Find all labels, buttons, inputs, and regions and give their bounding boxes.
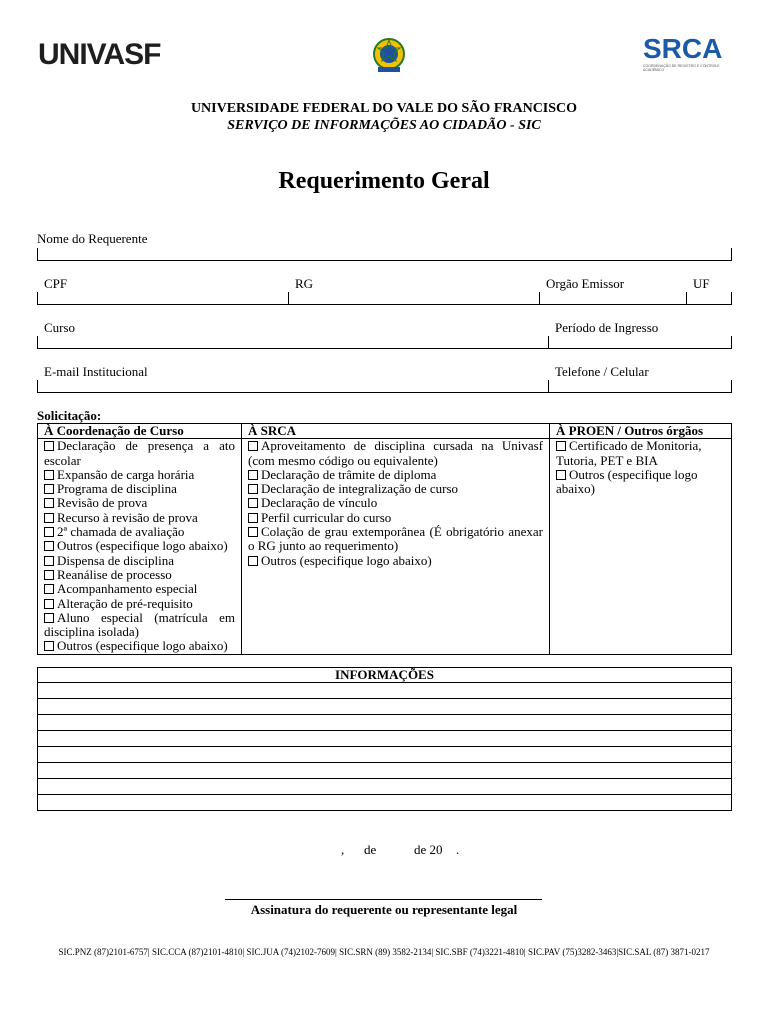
page-title: Requerimento Geral bbox=[278, 168, 490, 194]
option-item[interactable]: Dispensa de disciplina bbox=[44, 554, 235, 568]
checkbox[interactable] bbox=[248, 470, 258, 480]
column-header-coordenacao: À Coordenação de Curso bbox=[38, 424, 242, 439]
option-item[interactable]: Outros (especifique logo abaixo) bbox=[44, 639, 235, 653]
signature-line[interactable] bbox=[225, 899, 542, 900]
option-item[interactable]: Recurso à revisão de prova bbox=[44, 511, 235, 525]
signature-label: Assinatura do requerente ou representante legal bbox=[250, 902, 518, 917]
checkbox[interactable] bbox=[44, 641, 54, 651]
univasf-logo-text: UNIVASF bbox=[38, 38, 161, 71]
checkbox[interactable] bbox=[44, 556, 54, 566]
srca-logo bbox=[643, 34, 733, 72]
footer-contacts: SIC.PNZ (87)2101-6757| SIC.CCA (87)2101-4810| SIC.JUA (74)2102-7609| SIC.SRN (89) 3582-2134| SIC.SBF (74)3221-4810| SIC.PAV (75)3282-3463|SIC.SAL (87) 3871-0217 bbox=[58, 947, 710, 957]
checkbox[interactable] bbox=[248, 527, 258, 537]
option-item[interactable]: Outros (especifique logo abaixo) bbox=[44, 539, 235, 553]
nome-field[interactable] bbox=[37, 248, 732, 261]
option-item[interactable]: Declaração de presença a ato escolar bbox=[44, 438, 235, 468]
telefone-label: Telefone / Celular bbox=[555, 364, 649, 379]
column-header-srca: À SRCA bbox=[242, 424, 550, 439]
option-item[interactable]: Declaração de vínculo bbox=[248, 496, 543, 510]
option-item[interactable]: Alteração de pré-requisito bbox=[44, 597, 235, 611]
option-item[interactable]: Certificado de Monitoria, Tutoria, PET e BIA bbox=[556, 438, 702, 468]
option-item[interactable]: Declaração de trâmite de diploma bbox=[248, 468, 543, 482]
option-item[interactable]: Perfil curricular do curso bbox=[248, 511, 543, 525]
checkbox[interactable] bbox=[44, 599, 54, 609]
curso-row-field[interactable] bbox=[37, 336, 732, 349]
option-item[interactable]: Declaração de integralização de curso bbox=[248, 482, 543, 496]
date-de-year: de 20 bbox=[414, 842, 443, 857]
informacoes-table bbox=[37, 667, 732, 811]
orgao-label: Orgão Emissor bbox=[546, 276, 625, 291]
info-line[interactable] bbox=[38, 715, 732, 731]
checkbox[interactable] bbox=[44, 541, 54, 551]
coordenacao-options bbox=[38, 439, 242, 654]
divider bbox=[548, 336, 549, 349]
checkbox[interactable] bbox=[44, 584, 54, 594]
option-item[interactable]: Reanálise de processo bbox=[44, 568, 235, 582]
solicitacao-label: Solicitação: bbox=[37, 408, 102, 423]
proen-options bbox=[550, 439, 732, 654]
informacoes-header: INFORMAÇÕES bbox=[38, 668, 732, 683]
option-item[interactable]: Aluno especial (matrícula em disciplina isolada) bbox=[44, 609, 235, 640]
checkbox[interactable] bbox=[44, 613, 54, 623]
srca-options bbox=[242, 439, 550, 654]
rg-label: RG bbox=[295, 276, 314, 291]
info-line[interactable] bbox=[38, 683, 732, 699]
email-label: E-mail Institucional bbox=[44, 364, 148, 379]
checkbox[interactable] bbox=[556, 470, 566, 480]
checkbox[interactable] bbox=[248, 513, 258, 523]
checkbox[interactable] bbox=[44, 498, 54, 508]
option-item[interactable]: Programa de disciplina bbox=[44, 482, 235, 496]
curso-label: Curso bbox=[44, 320, 76, 335]
checkbox[interactable] bbox=[44, 570, 54, 580]
university-name: UNIVERSIDADE FEDERAL DO VALE DO SÃO FRANCISCO bbox=[190, 101, 578, 116]
checkbox[interactable] bbox=[248, 441, 258, 451]
checkbox[interactable] bbox=[44, 470, 54, 480]
checkbox[interactable] bbox=[556, 441, 566, 451]
option-item[interactable]: Expansão de carga horária bbox=[44, 468, 235, 482]
option-item[interactable]: Colação de grau extemporânea (É obrigatório anexar o RG junto ao requerimento) bbox=[248, 524, 543, 554]
date-comma: , bbox=[341, 842, 345, 857]
uf-label: UF bbox=[693, 276, 710, 291]
option-item[interactable]: Acompanhamento especial bbox=[44, 582, 235, 596]
checkbox[interactable] bbox=[44, 441, 54, 451]
divider bbox=[686, 292, 687, 305]
info-line[interactable] bbox=[38, 731, 732, 747]
option-item[interactable]: 2ª chamada de avaliação bbox=[44, 525, 235, 539]
nome-label: Nome do Requerente bbox=[37, 231, 148, 246]
date-de-month: de bbox=[364, 842, 377, 857]
srca-logo-text: SRCA bbox=[643, 33, 723, 64]
column-header-proen: À PROEN / Outros órgãos bbox=[550, 424, 732, 439]
univasf-logo bbox=[38, 38, 160, 72]
info-line[interactable] bbox=[38, 699, 732, 715]
divider bbox=[288, 292, 289, 305]
cpf-label: CPF bbox=[44, 276, 68, 291]
checkbox[interactable] bbox=[44, 527, 54, 537]
service-name: SERVIÇO DE INFORMAÇÕES AO CIDADÃO - SIC bbox=[227, 118, 541, 133]
checkbox[interactable] bbox=[248, 556, 258, 566]
option-item[interactable]: Outros (especifique logo abaixo) bbox=[556, 466, 698, 497]
checkbox[interactable] bbox=[248, 484, 258, 494]
info-line[interactable] bbox=[38, 747, 732, 763]
checkbox[interactable] bbox=[44, 513, 54, 523]
periodo-label: Período de Ingresso bbox=[555, 320, 659, 335]
option-item[interactable]: Aproveitamento de disciplina cursada na Univasf (com mesmo código ou equivalente) bbox=[248, 438, 543, 468]
brazil-coat-of-arms-icon bbox=[369, 36, 409, 76]
checkbox[interactable] bbox=[44, 484, 54, 494]
solicitacao-table bbox=[37, 423, 732, 655]
email-row-field[interactable] bbox=[37, 380, 732, 393]
srca-logo-subtext: COORDENAÇÃO DE REGISTRO E CONTROLE ACADÊMICO bbox=[643, 64, 720, 72]
option-item[interactable]: Revisão de prova bbox=[44, 496, 235, 510]
option-item[interactable]: Outros (especifique logo abaixo) bbox=[248, 554, 543, 568]
info-line[interactable] bbox=[38, 779, 732, 795]
divider bbox=[539, 292, 540, 305]
info-line[interactable] bbox=[38, 795, 732, 811]
checkbox[interactable] bbox=[248, 498, 258, 508]
info-line[interactable] bbox=[38, 763, 732, 779]
date-dot: . bbox=[456, 842, 460, 857]
cpf-rg-row-field[interactable] bbox=[37, 292, 732, 305]
divider bbox=[548, 380, 549, 393]
